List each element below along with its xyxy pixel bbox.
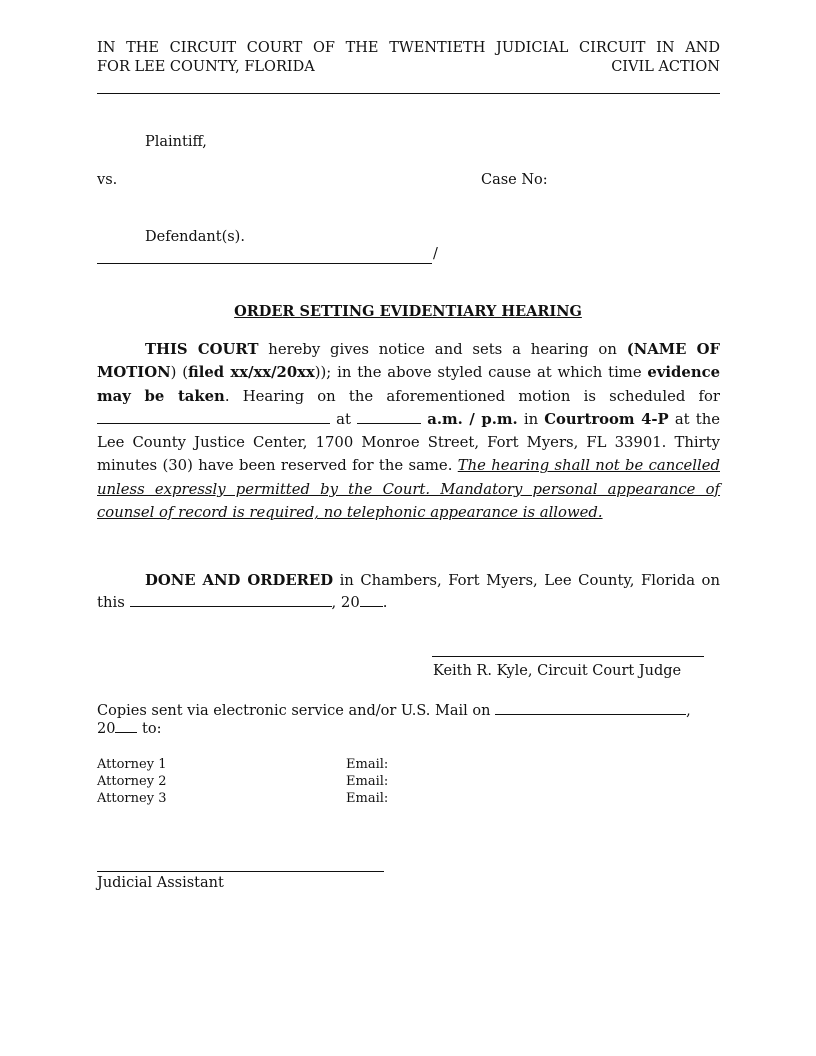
- this-court-text: THIS COURT: [145, 341, 259, 358]
- hearing-time-blank: [357, 410, 421, 424]
- defendant-label: Defendant(s).: [145, 229, 245, 245]
- attorney-email-label: Email:: [346, 774, 389, 789]
- copies-date-blank: [495, 701, 686, 715]
- evidence-text: evidence may be taken: [97, 364, 720, 405]
- plaintiff-label: Plaintiff,: [145, 134, 207, 150]
- judge-name: Keith R. Kyle, Circuit Court Judge: [433, 663, 682, 679]
- caption-rule: [97, 263, 432, 264]
- judicial-assistant-label: Judicial Assistant: [97, 875, 224, 891]
- copies-line: Copies sent via electronic service and/or U.S. Mail on ,: [97, 703, 691, 719]
- done-ordered-paragraph: DONE AND ORDERED in Chambers, Fort Myers, Lee County, Florida on this , 20 .: [97, 572, 720, 611]
- attorney-name: Attorney 2: [97, 774, 167, 789]
- caption-slash: /: [433, 246, 438, 262]
- header-line-1: IN THE CIRCUIT COURT OF THE TWENTIETH JUDICIAL CIRCUIT IN AND: [97, 40, 720, 56]
- header-rule: [97, 93, 720, 94]
- order-title: ORDER SETTING EVIDENTIARY HEARING: [234, 303, 582, 320]
- attorney-email-label: Email:: [346, 757, 389, 772]
- order-paragraph: THIS COURT hereby gives notice and sets a hearing on (NAME OF MOTION) (filed xx/xx/20xx)); in the above styled cause at which time evidence may be taken. Hearing on the aforementioned motion is scheduled for at a.m. / p.m. in Courtroom 4-P at the Lee County Justice Center, 1700 Monroe Street, Fort Myers, FL 33901. Thirty minutes (30) have been reserved for the same. The hearing shall not be cancelled unless expressly permitted by the Court. Mandatory personal appearance of counsel of record is required, no telephonic appearance is allowed.: [97, 341, 721, 522]
- attorney-name: Attorney 3: [97, 791, 167, 806]
- order-date-blank: [130, 593, 332, 607]
- attorney-email-label: Email:: [346, 791, 389, 806]
- order-year-blank: [360, 593, 383, 607]
- header-civil-action: CIVIL ACTION: [611, 59, 720, 75]
- copies-year-line: 20 to:: [97, 721, 162, 737]
- filed-date-placeholder: filed xx/xx/20xx: [188, 364, 315, 382]
- courtroom-text: Courtroom 4-P: [544, 410, 669, 428]
- case-number-label: Case No:: [481, 172, 548, 188]
- copies-year-blank: [115, 719, 137, 733]
- header-county: FOR LEE COUNTY, FLORIDA: [97, 59, 315, 75]
- hearing-date-blank: [97, 410, 330, 424]
- cancellation-notice: The hearing shall not be cancelled unless expressly permitted by the Court. Mandatory personal appearance of counsel of record is required, no telephonic appearance is allowed.: [97, 457, 720, 522]
- vs-label: vs.: [97, 172, 118, 188]
- motion-name-placeholder: (NAME OF MOTION: [97, 341, 721, 382]
- done-ordered-text: DONE AND ORDERED: [145, 572, 334, 589]
- am-pm-text: a.m. / p.m.: [427, 410, 518, 428]
- judge-signature-line: [432, 656, 704, 657]
- assistant-signature-line: [97, 871, 384, 872]
- attorney-name: Attorney 1: [97, 757, 167, 772]
